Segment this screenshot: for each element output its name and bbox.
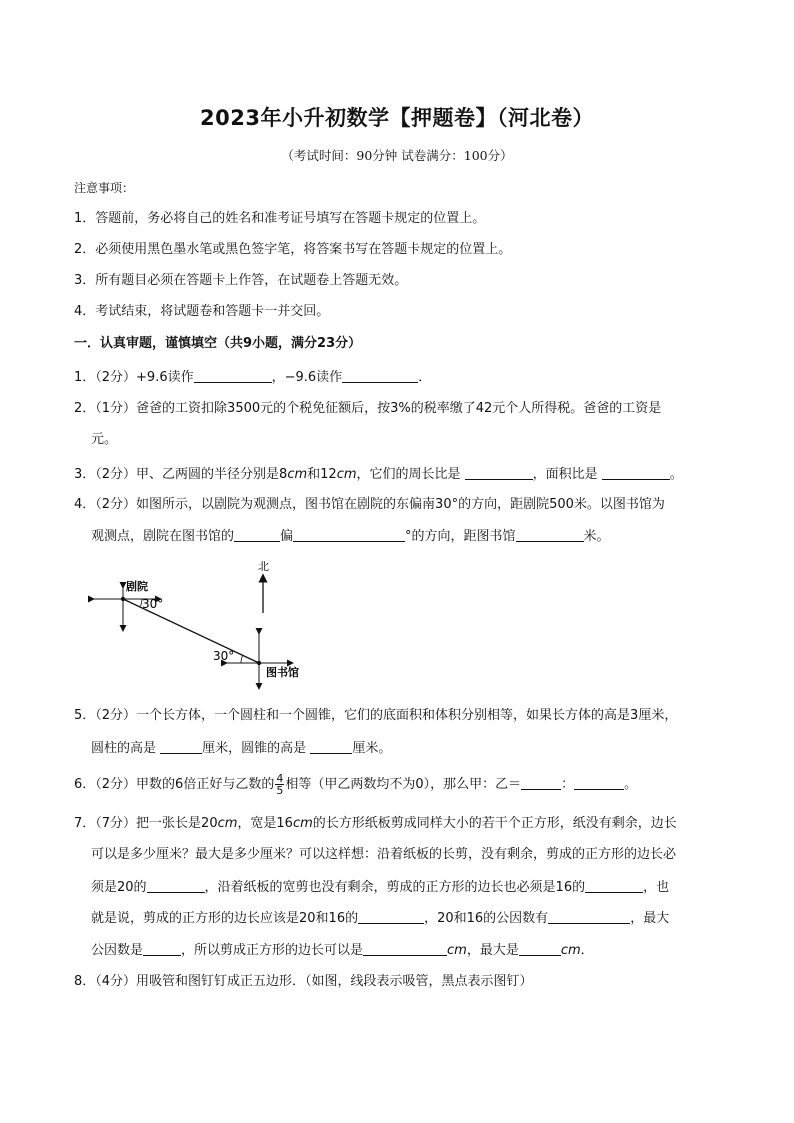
q1-text-c: ． bbox=[418, 370, 432, 385]
q7-text-4a: 就是说，剪成的正方形的边长应该是20和16的 bbox=[91, 911, 359, 926]
q3-text-b: 和12 bbox=[307, 467, 337, 482]
q3-text-c: ，它们的周长比是 bbox=[356, 467, 461, 482]
q5-text-c: 厘米。 bbox=[352, 741, 392, 756]
q7-blank-3[interactable] bbox=[358, 909, 424, 924]
question-7-line-5 bbox=[91, 941, 594, 960]
question-6 bbox=[74, 773, 637, 797]
q3-text-a: 3．（2分）甲、乙两圆的半径分别是8 bbox=[74, 467, 288, 482]
q4-text-c: °的方向，距图书馆 bbox=[405, 529, 516, 544]
q7-text-5b: ，所以剪成正方形的边长可以是 bbox=[181, 943, 364, 958]
q4-text-d: 米。 bbox=[583, 529, 610, 544]
north-label: 北 bbox=[258, 560, 269, 573]
theater-label: 剧院 bbox=[126, 580, 148, 593]
note-item-4: 4．考试结束，将试题卷和答题卡一并交回。 bbox=[74, 304, 330, 319]
exam-subtitle: （考试时间：90分钟 试卷满分：100分） bbox=[281, 148, 513, 163]
question-5-line-1: 5．（2分）一个长方体，一个圆柱和一个圆锥，它们的底面积和体积分别相等，如果长方体的高是3厘米， bbox=[74, 708, 678, 723]
section-heading: 一．认真审题，谨慎填空（共9小题，满分23分） bbox=[74, 336, 362, 351]
q4-blank-1[interactable] bbox=[234, 527, 280, 542]
library-label: 图书馆 bbox=[266, 666, 299, 679]
q4-blank-2[interactable] bbox=[293, 527, 405, 542]
q7-blank-4[interactable] bbox=[548, 909, 630, 924]
question-5-line-2 bbox=[91, 739, 391, 758]
question-2-line-1: 2．（1分）爸爸的工资扣除3500元的个税免征额后，按3%的税率缴了42元个人所得税。爸爸的工资是 bbox=[74, 401, 662, 416]
q7-text-1b: ，宽是16 bbox=[237, 816, 293, 831]
q1-blank-2[interactable] bbox=[342, 368, 418, 383]
direction-figure bbox=[86, 555, 316, 690]
q3-blank-1[interactable] bbox=[465, 465, 533, 480]
q7-unit-1: cm bbox=[217, 816, 238, 831]
question-2-line-2 bbox=[91, 431, 117, 449]
theater-angle-label: 30° bbox=[142, 597, 164, 611]
question-7-line-1 bbox=[74, 815, 677, 833]
q3-unit-1: cm bbox=[287, 467, 308, 482]
note-item-2: 2．必须使用黑色墨水笔或黑色签字笔，将答案书写在答题卡规定的位置上。 bbox=[74, 242, 512, 257]
q3-blank-2[interactable] bbox=[602, 465, 670, 480]
q6-text-b: 相等（甲乙两数均不为0），那么甲：乙＝ bbox=[285, 777, 522, 792]
q7-blank-2[interactable] bbox=[585, 878, 643, 893]
theater-library-line bbox=[123, 599, 259, 663]
q2-text-b: 元。 bbox=[91, 432, 118, 447]
q7-text-1a: 7．（7分）把一张长是20 bbox=[74, 816, 218, 831]
question-7-line-2: 可以是多少厘米？最大是多少厘米？可以这样想：沿着纸板的长剪，没有剩余，剪成的正方形的边长必 bbox=[91, 847, 677, 862]
q6-blank-1[interactable] bbox=[521, 775, 561, 790]
q5-blank-1[interactable] bbox=[160, 739, 202, 754]
q1-text-a: 1．（2分）+9.6读作 bbox=[74, 370, 194, 385]
q3-text-e: 。 bbox=[669, 467, 683, 482]
q3-text-d: ，面积比是 bbox=[532, 467, 598, 482]
q7-unit-4: cm bbox=[560, 943, 581, 958]
q7-blank-6[interactable] bbox=[363, 941, 447, 956]
question-8: 8．（4分）用吸管和图钉钉成正五边形．（如图，线段表示吸管，黑点表示图钉） bbox=[74, 974, 533, 989]
q7-text-1c: 的长方形纸板剪成同样大小的若干个正方形，纸没有剩余，边长 bbox=[312, 816, 677, 831]
q7-text-3b: ，沿着纸板的宽剪也没有剩余，剪成的正方形的边长也必须是16的 bbox=[204, 880, 586, 895]
q7-text-4b: ，20和16的公因数有 bbox=[424, 911, 549, 926]
q6-blank-2[interactable] bbox=[574, 775, 624, 790]
question-7-line-3 bbox=[91, 878, 669, 897]
q6-fraction-numerator: 4 bbox=[276, 772, 284, 785]
q6-fraction-denominator: 5 bbox=[276, 784, 284, 797]
library-angle-label: 30° bbox=[213, 649, 235, 663]
note-item-3: 3．所有题目必须在答题卡上作答，在试题卷上答题无效。 bbox=[74, 273, 408, 288]
q7-text-3c: ，也 bbox=[643, 880, 670, 895]
q7-text-4c: ，最大 bbox=[630, 911, 670, 926]
q6-text-d: 。 bbox=[624, 777, 638, 792]
q7-text-3a: 须是20的 bbox=[91, 880, 147, 895]
q7-blank-1[interactable] bbox=[147, 878, 205, 893]
notes-heading: 注意事项： bbox=[74, 181, 135, 195]
q5-text-a: 圆柱的高是 bbox=[91, 741, 157, 756]
q6-fraction bbox=[275, 773, 284, 796]
question-4-line-1: 4．（2分）如图所示，以剧院为观测点，图书馆在剧院的东偏南30°的方向，距剧院500米。以图书馆为 bbox=[74, 497, 665, 512]
question-7-line-4 bbox=[91, 909, 669, 928]
note-item-1: 1．答题前，务必将自己的姓名和准考证号填写在答题卡规定的位置上。 bbox=[74, 211, 486, 226]
q7-blank-5[interactable] bbox=[143, 941, 181, 956]
library-angle-arc bbox=[241, 655, 243, 663]
q1-blank-1[interactable] bbox=[194, 368, 272, 383]
q7-text-5d: ． bbox=[580, 943, 594, 958]
q1-text-b: ，−9.6读作 bbox=[271, 370, 343, 385]
q7-unit-2: cm bbox=[292, 816, 313, 831]
q6-text-c: ： bbox=[561, 777, 575, 792]
q5-blank-2[interactable] bbox=[310, 739, 352, 754]
library-point bbox=[257, 661, 261, 665]
q3-unit-2: cm bbox=[336, 467, 357, 482]
q4-text-a: 观测点，剧院在图书馆的 bbox=[91, 529, 235, 544]
q7-unit-3: cm bbox=[447, 943, 467, 958]
q6-text-a: 6．（2分）甲数的6倍正好与乙数的 bbox=[74, 777, 275, 792]
q7-text-5c: ，最大是 bbox=[466, 943, 519, 958]
question-1 bbox=[74, 368, 431, 387]
question-3 bbox=[74, 465, 683, 484]
q5-text-b: 厘米，圆锥的高是 bbox=[202, 741, 307, 756]
q4-text-b: 偏 bbox=[280, 529, 294, 544]
q4-blank-3[interactable] bbox=[516, 527, 584, 542]
exam-title: 2023年小升初数学【押题卷】（河北卷） bbox=[200, 106, 594, 130]
q7-blank-7[interactable] bbox=[519, 941, 561, 956]
question-4-line-2 bbox=[91, 527, 610, 546]
q7-text-5a: 公因数是 bbox=[91, 943, 144, 958]
